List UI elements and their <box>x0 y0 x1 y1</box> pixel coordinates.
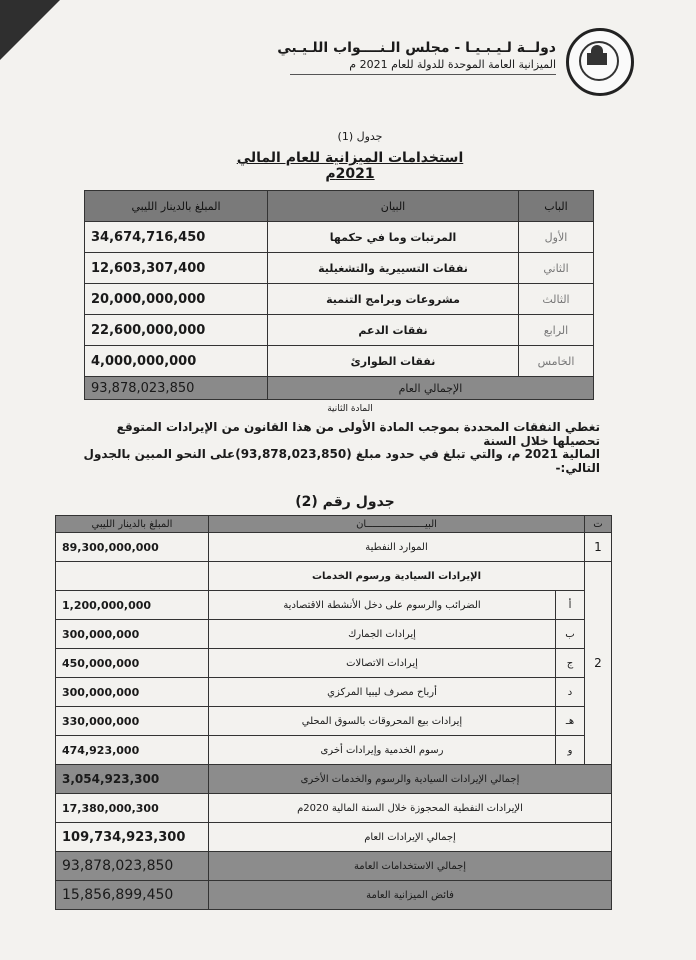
row-letter: ب <box>556 620 585 649</box>
surplus-row <box>56 881 612 910</box>
table-header-row <box>56 516 612 533</box>
table-row <box>56 533 612 562</box>
row-chapter: الثاني <box>519 253 594 284</box>
row-description: المرتبات وما في حكمها <box>268 222 519 253</box>
table-row <box>56 736 612 765</box>
section-row <box>56 562 612 591</box>
row-description: مشروعات وبرامج التنمية <box>268 284 519 315</box>
table-row <box>85 284 594 315</box>
table-row <box>85 315 594 346</box>
table2-title: جدول رقم (2) <box>295 494 395 510</box>
row-amount: 34,674,716,450 <box>85 222 268 253</box>
surplus-amount: 15,856,899,450 <box>56 881 209 910</box>
article-2-line-2: المالية 2021 م، والتي تبلغ في حدود مبلغ (93,878,023,850)على النحو المبين بالجدول التالي:- <box>83 447 600 475</box>
row-description: إيرادات الجمارك <box>209 620 556 649</box>
table1-title: استخدامات الميزانية للعام المالي 2021م <box>236 150 464 182</box>
row-description: إيرادات بيع المحروقات بالسوق المحلي <box>209 707 556 736</box>
header-amount: المبلغ بالدينار الليبي <box>85 191 268 222</box>
header-description: البيان <box>268 191 519 222</box>
row-description: أرباح مصرف ليبيا المركزي <box>209 678 556 707</box>
oil-amount: 89,300,000,000 <box>56 533 209 562</box>
table-row <box>56 707 612 736</box>
row-amount: 300,000,000 <box>56 620 209 649</box>
table-row <box>56 591 612 620</box>
row-amount: 474,923,000 <box>56 736 209 765</box>
header-line-2: الميزانية العامة الموحدة للدولة للعام 2021 م <box>349 58 556 71</box>
table-row <box>85 253 594 284</box>
table1-caption: جدول (1) <box>337 130 383 143</box>
header-chapter: الباب <box>519 191 594 222</box>
row-letter: و <box>556 736 585 765</box>
frozen-description: الإيرادات النفطية المحجوزة خلال السنة المالية 2020م <box>209 794 612 823</box>
budget-uses-table <box>84 190 594 400</box>
row-amount: 22,600,000,000 <box>85 315 268 346</box>
oil-number: 1 <box>585 533 612 562</box>
header-amount: المبلغ بالدينار الليبي <box>56 516 209 533</box>
table-header-row <box>85 191 594 222</box>
header-description: البيــــــــــــــــــــان <box>209 516 585 533</box>
row-letter: أ <box>556 591 585 620</box>
sovereign-total-description: إجمالي الإيرادات السيادية والرسوم والخدمات الأخرى <box>209 765 612 794</box>
oil-description: الموارد النفطية <box>209 533 585 562</box>
table-total-row <box>85 377 594 400</box>
article-2-line-1: تغطي النفقات المحددة بموجب المادة الأولى من هذا القانون من الإيرادات المتوقع تحصيلها خلال السنة <box>116 420 600 448</box>
revenue-table <box>55 515 612 910</box>
row-description: نفقات التسييرية والتشغيلية <box>268 253 519 284</box>
parliament-seal <box>566 28 634 96</box>
total-label: الإجمالي العام <box>268 377 594 400</box>
header-divider <box>290 74 556 75</box>
row-letter: هـ <box>556 707 585 736</box>
table-row <box>85 222 594 253</box>
header-number: ت <box>585 516 612 533</box>
row-chapter: الأول <box>519 222 594 253</box>
frozen-row <box>56 794 612 823</box>
row-amount: 1,200,000,000 <box>56 591 209 620</box>
row-amount: 20,000,000,000 <box>85 284 268 315</box>
table-row <box>56 678 612 707</box>
surplus-description: فائض الميزانية العامة <box>209 881 612 910</box>
row-description: الضرائب والرسوم على دخل الأنشطة الاقتصادية <box>209 591 556 620</box>
sovereign-total-row <box>56 765 612 794</box>
row-letter: د <box>556 678 585 707</box>
frozen-amount: 17,380,000,300 <box>56 794 209 823</box>
row-amount: 450,000,000 <box>56 649 209 678</box>
row-amount: 330,000,000 <box>56 707 209 736</box>
row-amount: 12,603,307,400 <box>85 253 268 284</box>
header-line-1: دولــة لـيـبـيـا - مجلس الـنــــواب اللـيـبي <box>277 40 556 56</box>
total-uses-row <box>56 852 612 881</box>
sovereign-header: الإيرادات السيادية ورسوم الخدمات <box>209 562 585 591</box>
row-amount: 4,000,000,000 <box>85 346 268 377</box>
row-chapter: الخامس <box>519 346 594 377</box>
group-number: 2 <box>585 562 612 765</box>
article-2-label: المادة الثانية <box>327 404 373 414</box>
total-revenue-row <box>56 823 612 852</box>
table-row <box>85 346 594 377</box>
row-amount: 300,000,000 <box>56 678 209 707</box>
row-chapter: الثالث <box>519 284 594 315</box>
row-description: إيرادات الاتصالات <box>209 649 556 678</box>
total-uses-description: إجمالي الاستخدامات العامة <box>209 852 612 881</box>
total-revenue-amount: 109,734,923,300 <box>56 823 209 852</box>
row-description: نفقات الطوارئ <box>268 346 519 377</box>
row-description: رسوم الخدمية وإيرادات أخرى <box>209 736 556 765</box>
total-revenue-description: إجمالي الإيرادات العام <box>209 823 612 852</box>
total-amount: 93,878,023,850 <box>85 377 268 400</box>
table-row <box>56 620 612 649</box>
page-fold-corner <box>0 0 60 60</box>
row-chapter: الرابع <box>519 315 594 346</box>
sovereign-total-amount: 3,054,923,300 <box>56 765 209 794</box>
total-uses-amount: 93,878,023,850 <box>56 852 209 881</box>
table-row <box>56 649 612 678</box>
row-description: نفقات الدعم <box>268 315 519 346</box>
row-letter: ج <box>556 649 585 678</box>
